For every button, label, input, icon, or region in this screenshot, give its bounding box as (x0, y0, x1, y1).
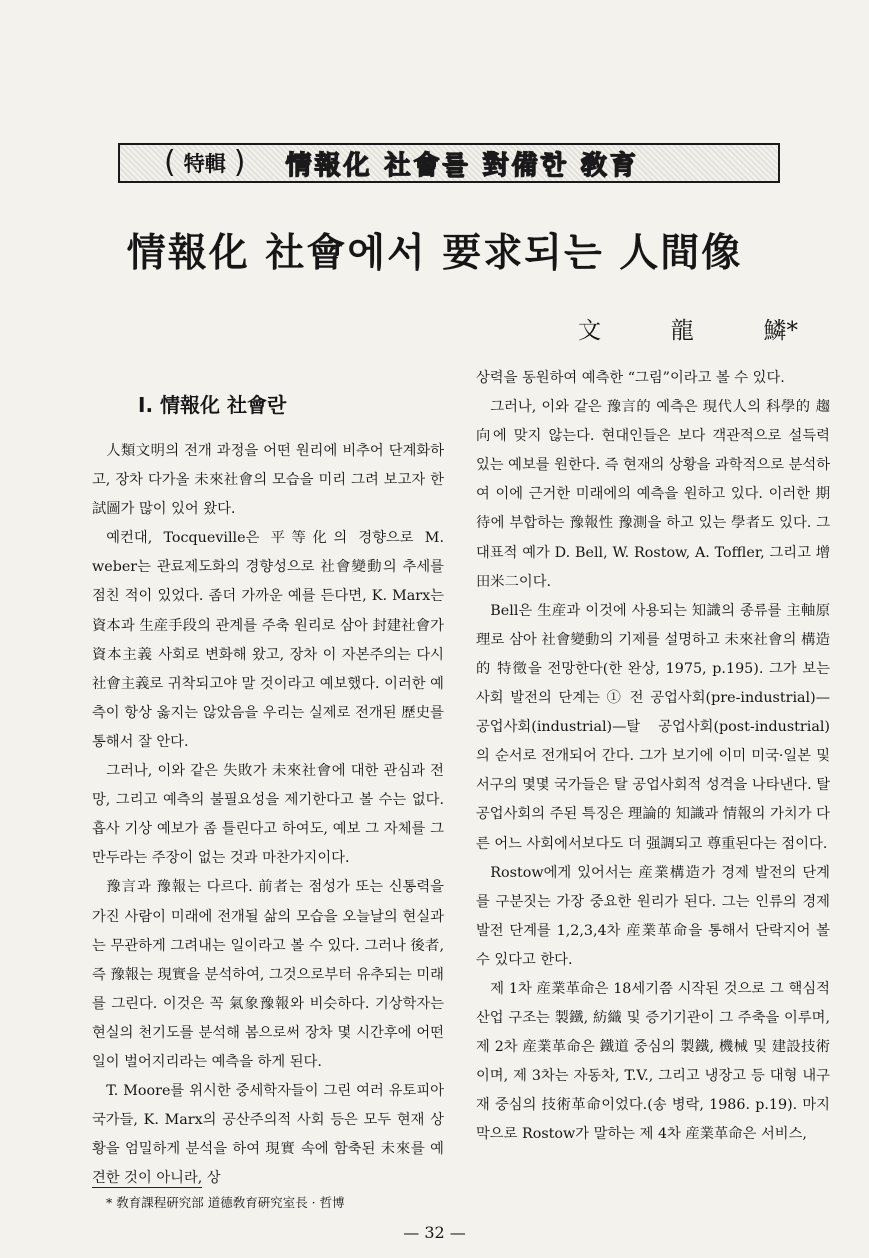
author-char-3: 鱗* (763, 318, 798, 344)
paragraph: 豫言과 豫報는 다르다. 前者는 점성가 또는 신통력을 가진 사람이 미래에 전개될 삶의 모습을 오늘날의 현실과는 무관하게 그려내는 일이라고 볼 수 있다. 그러나 後者, 즉 豫報는 現實을 분석하여, 그것으로부터 유추되는 미래를 그린다. 이것은 꼭 氣象豫報와 비슷하다. 기상학자는 현실의 천기도를 분석해 봄으로써 장차 몇 시간후에 어떤 일이 벌어지리라는 예측을 하게 된다. (92, 879, 444, 1070)
paragraph: Bell은 生産과 이것에 사용되는 知識의 종류를 主軸原理로 삼아 社會變動의 기제를 설명하고 未來社會의 構造的 特徵을 전망한다(한 완상, 1975, p.195). 그가 보는 사회 발전의 단계는 ① 전 공업사회(pre-industrial)—공업사회(industrial)—탈 공업사회(post-industrial)의 순서로 전개되어 간다. 그가 보기에 이미 미국·일본 및 서구의 몇몇 국가들은 탈 공업사회적 성격을 나타낸다. 탈 공업사회의 주된 특징은 理論的 知識과 情報의 가치가 다른 어느 사회에서보다도 더 强調되고 尊重된다는 점이다. (476, 602, 831, 852)
banner-tag-label: 特輯 (183, 152, 226, 176)
paragraph: 그러나, 이와 같은 豫言的 예측은 現代人의 科學的 趨向에 맞지 않는다. 현대인들은 보다 객관적으로 설득력 있는 예보를 원한다. 즉 현재의 상황을 과학적으로 분석하여 이에 근거한 미래에의 예측을 원하고 있다. 이러한 期待에 부합하는 豫報性 豫測을 하고 있는 學者도 있다. 그 대표적 예가 D. Bell, W. Rostow, A. Toffler, 그리고 增田米二이다. (476, 399, 831, 590)
article-title: 情報化 社會에서 要求되는 人間像 (126, 230, 743, 276)
paren-right-icon: ) (233, 145, 246, 180)
paragraph: 人類文明의 전개 과정을 어떤 원리에 비추어 단계화하고, 장차 다가올 未來社會의 모습을 미리 그려 보고자 한 試圖가 많이 있어 왔다. (92, 443, 444, 518)
feature-banner (118, 143, 780, 183)
banner-title: 情報化 社會를 對備한 敎育 (285, 150, 639, 181)
paren-left-icon: ( (164, 145, 176, 180)
paragraph: 상력을 동원하여 예측한 “그림”이라고 볼 수 있다. (476, 370, 785, 386)
author-char-2: 龍 (670, 318, 694, 344)
section-heading: Ⅰ. 情報化 社會란 (138, 393, 287, 417)
author-footnote: * 敎育課程硏究部 道德敎育硏究室長 · 哲博 (106, 1195, 345, 1210)
paragraph: T. Moore를 위시한 중세학자들이 그린 여러 유토피아 국가들, K. Marx의 공산주의적 사회 등은 모두 현재 상황을 엄밀하게 분석을 하여 現實 속에 함축된 未來를 예견한 것이 아니라, 상 (92, 1083, 444, 1187)
right-column (476, 364, 830, 1150)
page-number: — 32 — (403, 1223, 466, 1242)
left-column (92, 437, 444, 1193)
author-char-1: 文 (578, 318, 601, 344)
paragraph: 예컨대, Tocqueville은 平等化의 경향으로 M. weber는 관료제도화의 경향성으로 社會變動의 추세를 점친 적이 있었다. 좀더 가까운 예를 든다면, K. Marx는 資本과 生産手段의 관계를 주축 원리로 삼아 封建社會가 資本主義 사회로 변화해 왔고, 장차 이 자본주의는 다시 社會主義로 귀착되고야 말 것이라고 예보했다. 이러한 예측이 항상 옳지는 않았음을 우리는 실제로 전개된 歷史를 통해서 잘 안다. (92, 530, 444, 750)
footnote-divider (92, 1187, 202, 1188)
paragraph: Rostow에게 있어서는 産業構造가 경제 발전의 단계를 구분짓는 가장 중요한 원리가 된다. 그는 인류의 경제 발전 단계를 1,2,3,4차 産業革命을 통해서 단락지어 볼 수 있다고 한다. (476, 864, 830, 968)
paragraph: 그러나, 이와 같은 失敗가 未來社會에 대한 관심과 전망, 그리고 예측의 불필요성을 제기한다고 볼 수는 없다. 흡사 기상 예보가 좀 틀린다고 하여도, 예보 그 자체를 그만두라는 주장이 없는 것과 마찬가지이다. (92, 763, 444, 867)
author-name (578, 312, 798, 345)
paragraph: 제 1차 産業革命은 18세기쯤 시작된 것으로 그 핵심적 산업 구조는 製鐵, 紡織 및 증기기관이 그 주축을 이루며, 제 2차 産業革命은 鐵道 중심의 製鐵, 機械 및 建設技術이며, 제 3차는 자동차, T.V., 그리고 냉장고 등 대형 내구재 중심의 技術革命이었다.(송 병락, 1986. p.19). 마지막으로 Rostow가 말하는 제 4차 産業革命은 서비스, (476, 980, 830, 1143)
banner-tag (164, 145, 246, 180)
